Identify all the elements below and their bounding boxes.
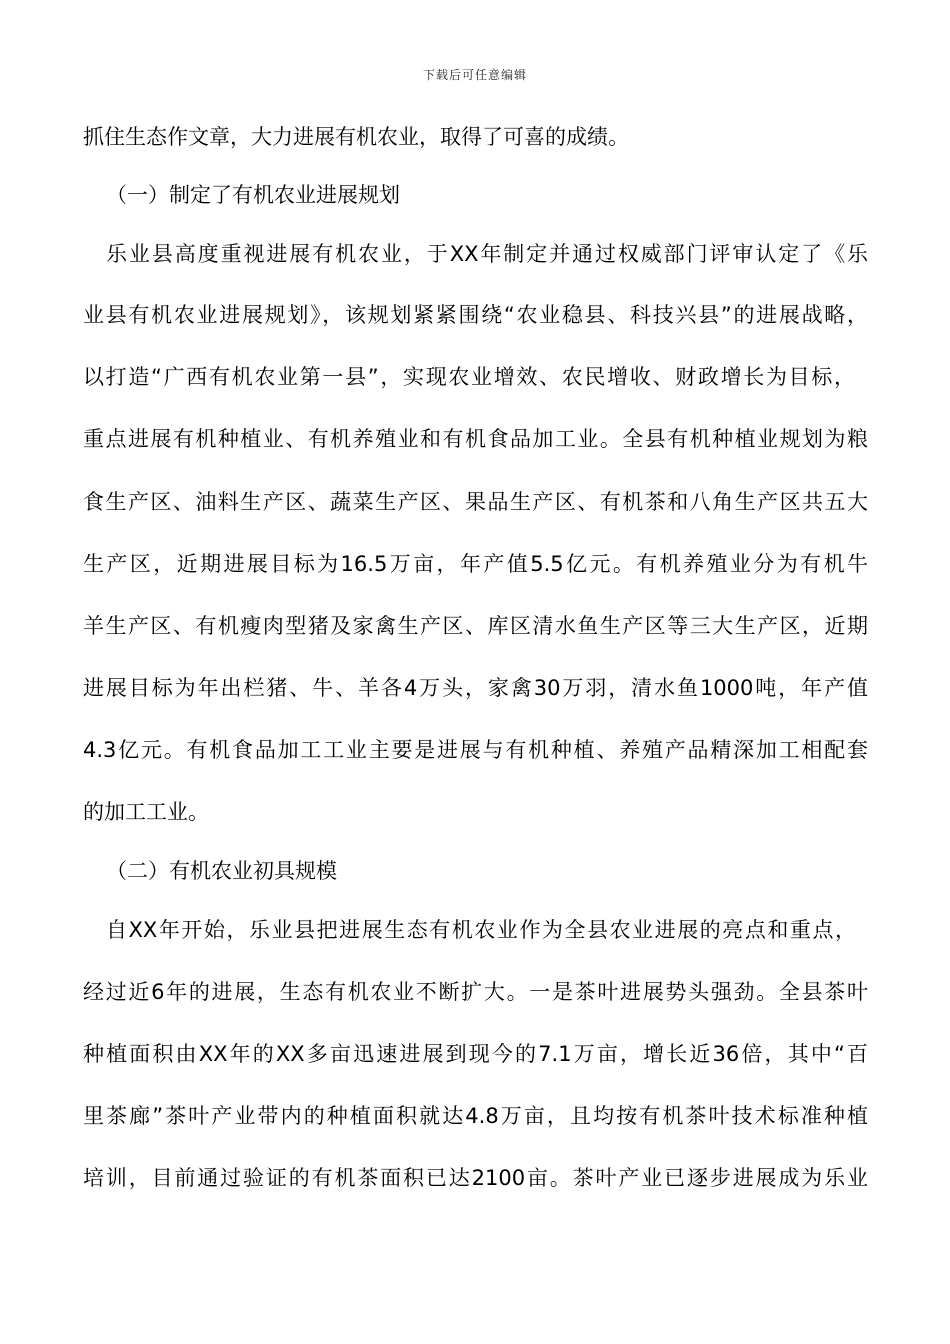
text-line-9: 羊生产区、有机瘦肉型猪及家禽生产区、库区清水鱼生产区等三大生产区，近期	[83, 614, 868, 638]
text-line-16: 种植面积由XX年的XX多亩迅速进展到现今的7.1万亩，增长近36倍，其中“百	[83, 1042, 868, 1066]
text-line-1: 抓住生态作文章，大力进展有机农业，取得了可喜的成绩。	[83, 125, 629, 149]
text-line-15: 经过近6年的进展，生态有机农业不断扩大。一是茶叶进展势头强劲。全县茶叶	[83, 980, 868, 1004]
text-line-18: 培训，目前通过验证的有机茶面积已达2100亩。茶叶产业已逐步进展成为乐业	[83, 1166, 868, 1190]
section-heading-2: （二）有机农业初具规模	[106, 859, 337, 883]
text-line-17: 里茶廊”茶叶产业带内的种植面积就达4.8万亩，且均按有机茶叶技术标准种植	[83, 1104, 868, 1128]
section-heading-1: （一）制定了有机农业进展规划	[106, 183, 400, 207]
text-line-3: 乐业县高度重视进展有机农业，于XX年制定并通过权威部门评审认定了《乐	[106, 242, 868, 266]
text-line-8: 生产区，近期进展目标为16.5万亩，年产值5.5亿元。有机养殖业分为有机牛	[83, 552, 868, 576]
text-line-4: 业县有机农业进展规划》，该规划紧紧围绕“农业稳县、科技兴县”的进展战略，	[83, 303, 868, 327]
text-line-10: 进展目标为年出栏猪、牛、羊各4万头，家禽30万羽，清水鱼1000吨，年产值	[83, 676, 868, 700]
text-line-12: 的加工工业。	[83, 800, 209, 824]
text-line-6: 重点进展有机种植业、有机养殖业和有机食品加工业。全县有机种植业规划为粮	[83, 427, 868, 451]
text-line-7: 食生产区、油料生产区、蔬菜生产区、果品生产区、有机茶和八角生产区共五大	[83, 490, 868, 514]
text-line-14: 自XX年开始，乐业县把进展生态有机农业作为全县农业进展的亮点和重点，	[106, 918, 856, 942]
page-header-note: 下载后可任意编辑	[422, 68, 527, 82]
text-line-11: 4.3亿元。有机食品加工工业主要是进展与有机种植、养殖产品精深加工相配套	[83, 738, 868, 762]
text-line-5: 以打造“广西有机农业第一县”，实现农业增效、农民增收、财政增长为目标，	[83, 365, 855, 389]
